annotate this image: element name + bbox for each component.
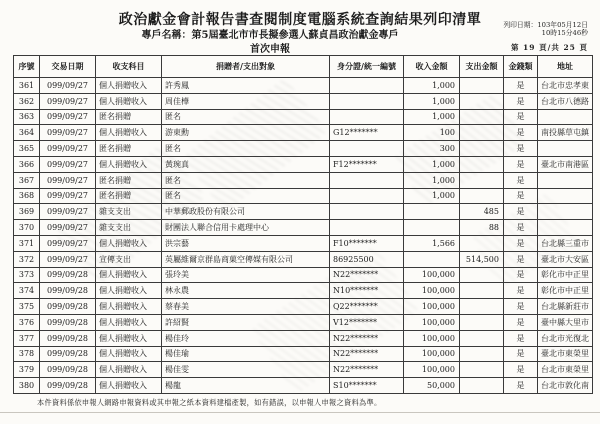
table-cell: 是 <box>504 141 538 157</box>
table-cell: 台北市光復北 <box>538 330 593 346</box>
table-cell <box>330 220 404 236</box>
table-row <box>14 220 593 236</box>
table-cell: G12******* <box>330 125 404 141</box>
table-cell <box>538 220 593 236</box>
table-cell: 楊佳玲 <box>162 330 330 346</box>
table-cell: 1,566 <box>404 235 460 251</box>
table-row <box>14 78 593 94</box>
table-cell: 363 <box>14 109 40 125</box>
table-cell: 100,000 <box>404 267 460 283</box>
table-row <box>14 204 593 220</box>
table-cell: 個人捐贈收入 <box>96 93 162 109</box>
table-cell: V12******* <box>330 314 404 330</box>
column-header: 收入金額 <box>404 56 460 78</box>
table-row <box>14 235 593 251</box>
table-cell: 1,000 <box>404 109 460 125</box>
report-type-label: 首次申報 <box>250 44 290 55</box>
table-cell: 373 <box>14 267 40 283</box>
table-cell: 台北市東榮里 <box>538 362 593 378</box>
table-cell: 099/09/27 <box>40 235 96 251</box>
table-cell: 洪宗藝 <box>162 235 330 251</box>
table-cell: 個人捐贈收入 <box>96 330 162 346</box>
table-cell: 宣傳支出 <box>96 251 162 267</box>
table-cell: 臺北市大安區 <box>538 251 593 267</box>
table-row <box>14 251 593 267</box>
table-cell: 100,000 <box>404 283 460 299</box>
table-cell <box>330 188 404 204</box>
table-cell <box>460 346 504 362</box>
table-cell <box>460 141 504 157</box>
table-cell: 是 <box>504 314 538 330</box>
table-cell: 彰化市中正里 <box>538 283 593 299</box>
table-cell: 是 <box>504 172 538 188</box>
table-cell: 蔡春美 <box>162 299 330 315</box>
table-cell: 86925500 <box>330 251 404 267</box>
print-meta <box>503 21 588 52</box>
table-cell <box>330 109 404 125</box>
table-row <box>14 188 593 204</box>
table-cell: 個人捐贈收入 <box>96 378 162 394</box>
table-row <box>14 283 593 299</box>
table-cell: 099/09/27 <box>40 204 96 220</box>
table-cell: 是 <box>504 378 538 394</box>
table-cell <box>330 141 404 157</box>
table-cell: 376 <box>14 314 40 330</box>
table-cell <box>460 314 504 330</box>
table-cell: 514,500 <box>460 251 504 267</box>
table-row <box>14 109 593 125</box>
table-cell: 099/09/28 <box>40 283 96 299</box>
table-cell: Q22******* <box>330 299 404 315</box>
table-cell: 是 <box>504 93 538 109</box>
table-cell: 100,000 <box>404 299 460 315</box>
table-cell: 是 <box>504 204 538 220</box>
table-cell: 臺北市東榮里 <box>538 346 593 362</box>
table-cell: F10******* <box>330 235 404 251</box>
table-cell: 是 <box>504 78 538 94</box>
table-cell: 是 <box>504 220 538 236</box>
table-cell: 375 <box>14 299 40 315</box>
table-cell: 個人捐贈收入 <box>96 362 162 378</box>
table-cell: 099/09/28 <box>40 378 96 394</box>
column-header: 地址 <box>538 56 593 78</box>
table-row <box>14 346 593 362</box>
table-cell: 099/09/28 <box>40 314 96 330</box>
page-title: 政治獻金會計報告書查閱制度電腦系統查詢結果列印清單 <box>118 12 482 28</box>
table-cell <box>460 188 504 204</box>
table-cell: 377 <box>14 330 40 346</box>
table-row <box>14 267 593 283</box>
table-row <box>14 299 593 315</box>
table-cell: 1,000 <box>404 188 460 204</box>
table-cell: 50,000 <box>404 378 460 394</box>
scan-edge-line <box>0 412 600 413</box>
table-cell <box>460 172 504 188</box>
table-row <box>14 314 593 330</box>
table-cell <box>460 125 504 141</box>
table-cell: 周佳樺 <box>162 93 330 109</box>
table-cell: 371 <box>14 235 40 251</box>
table-row <box>14 172 593 188</box>
table-cell <box>460 235 504 251</box>
table-cell: 臺中縣大里市 <box>538 314 593 330</box>
table-cell <box>460 378 504 394</box>
table-cell: 099/09/28 <box>40 299 96 315</box>
table-cell: 游東勳 <box>162 125 330 141</box>
table-cell: 楊佳瑜 <box>162 346 330 362</box>
table-cell <box>404 220 460 236</box>
table-cell: 099/09/28 <box>40 330 96 346</box>
table-cell: 黃琬真 <box>162 156 330 172</box>
disclaimer-note: 本件資料係依申報人網路申報資料或其申報之紙本資料建檔產製，如有錯誤，以申報人申報之資料為準。 <box>37 398 382 407</box>
table-cell <box>460 109 504 125</box>
table-cell: 雜支支出 <box>96 220 162 236</box>
column-header: 身分證/統一編號 <box>330 56 404 78</box>
table-cell: 英屬維爾京群島商菓空傳媒有限公司 <box>162 251 330 267</box>
table-cell <box>404 251 460 267</box>
table-cell <box>538 204 593 220</box>
column-header: 支出金額 <box>460 56 504 78</box>
table-cell: 匿名 <box>162 109 330 125</box>
table-cell: 個人捐贈收入 <box>96 267 162 283</box>
donation-record-table <box>13 55 593 394</box>
table-cell: 個人捐贈收入 <box>96 283 162 299</box>
table-cell: 許秀鳳 <box>162 78 330 94</box>
table-cell: 雜支支出 <box>96 204 162 220</box>
table-cell: 是 <box>504 109 538 125</box>
table-cell: 099/09/28 <box>40 362 96 378</box>
table-cell: 100,000 <box>404 362 460 378</box>
table-cell: 是 <box>504 283 538 299</box>
table-cell: 楊龍 <box>162 378 330 394</box>
table-header-row <box>14 56 593 78</box>
table-cell: 是 <box>504 362 538 378</box>
table-cell: 匿名捐贈 <box>96 141 162 157</box>
table-cell: 1,000 <box>404 93 460 109</box>
table-cell: 是 <box>504 251 538 267</box>
table-cell: 台北市敦化南 <box>538 378 593 394</box>
table-cell: 是 <box>504 267 538 283</box>
table-cell: 378 <box>14 346 40 362</box>
table-cell: 100,000 <box>404 314 460 330</box>
table-cell <box>460 362 504 378</box>
table-cell: 個人捐贈收入 <box>96 125 162 141</box>
table-cell: 台北市八德路 <box>538 93 593 109</box>
table-cell <box>404 204 460 220</box>
table-cell: 100,000 <box>404 346 460 362</box>
table-cell: 是 <box>504 299 538 315</box>
table-cell: 374 <box>14 283 40 299</box>
table-cell: 張玲美 <box>162 267 330 283</box>
table-cell: 南投縣草屯鎮 <box>538 125 593 141</box>
table-cell: 財團法人聯合信用卡處理中心 <box>162 220 330 236</box>
table-cell: 099/09/27 <box>40 156 96 172</box>
table-cell: F12******* <box>330 156 404 172</box>
table-cell: 379 <box>14 362 40 378</box>
table-cell <box>330 78 404 94</box>
table-cell: 367 <box>14 172 40 188</box>
table-cell: 個人捐贈收入 <box>96 78 162 94</box>
table-cell: 林永農 <box>162 283 330 299</box>
table-cell: 372 <box>14 251 40 267</box>
table-cell <box>460 330 504 346</box>
table-cell: 1,000 <box>404 172 460 188</box>
table-cell: 099/09/27 <box>40 188 96 204</box>
table-cell: 099/09/28 <box>40 267 96 283</box>
table-cell: 匿名 <box>162 141 330 157</box>
table-cell <box>538 172 593 188</box>
table-row <box>14 156 593 172</box>
table-cell: 099/09/27 <box>40 109 96 125</box>
table-cell: 是 <box>504 125 538 141</box>
table-cell: 099/09/27 <box>40 220 96 236</box>
table-cell <box>330 93 404 109</box>
table-cell <box>330 172 404 188</box>
table-cell <box>460 78 504 94</box>
table-cell: 是 <box>504 235 538 251</box>
table-cell: N22******* <box>330 267 404 283</box>
table-cell: 匿名捐贈 <box>96 172 162 188</box>
table-row <box>14 141 593 157</box>
print-time: 10時15分46秒 <box>541 29 588 37</box>
table-cell: 個人捐贈收入 <box>96 299 162 315</box>
table-cell: 台北縣三重市 <box>538 235 593 251</box>
table-cell: 364 <box>14 125 40 141</box>
table-body <box>14 78 593 394</box>
table-cell: 099/09/27 <box>40 125 96 141</box>
table-cell: 1,000 <box>404 156 460 172</box>
print-date: 列印日期：103年05月12日 <box>503 21 588 29</box>
table-cell: 362 <box>14 93 40 109</box>
table-row <box>14 362 593 378</box>
table-cell <box>330 204 404 220</box>
table-cell: 370 <box>14 220 40 236</box>
table-row <box>14 378 593 394</box>
table-cell: 300 <box>404 141 460 157</box>
table-cell: 臺北市南港區 <box>538 156 593 172</box>
table-cell: 個人捐贈收入 <box>96 156 162 172</box>
table-cell: 個人捐贈收入 <box>96 314 162 330</box>
table-row <box>14 125 593 141</box>
table-cell: 台北市忠孝東 <box>538 78 593 94</box>
table-cell: 台北縣新莊市 <box>538 299 593 315</box>
table-cell: 許紹賢 <box>162 314 330 330</box>
table-cell: 彰化市中正里 <box>538 267 593 283</box>
table-cell: 099/09/27 <box>40 78 96 94</box>
table-cell: 369 <box>14 204 40 220</box>
table-cell: S10******* <box>330 378 404 394</box>
table-cell <box>460 93 504 109</box>
table-cell: 中華郵政股份有限公司 <box>162 204 330 220</box>
table-cell <box>538 188 593 204</box>
table-cell: 100,000 <box>404 330 460 346</box>
table-cell <box>460 299 504 315</box>
table-cell: 099/09/27 <box>40 172 96 188</box>
table-cell <box>460 283 504 299</box>
table-cell: N22******* <box>330 346 404 362</box>
table-cell: 是 <box>504 330 538 346</box>
table-cell: 匿名捐贈 <box>96 109 162 125</box>
table-cell: 365 <box>14 141 40 157</box>
table-cell: 楊佳雯 <box>162 362 330 378</box>
table-cell: N22******* <box>330 330 404 346</box>
table-cell: 匿名捐贈 <box>96 188 162 204</box>
page-number: 第 19 頁/共 25 頁 <box>510 43 588 52</box>
table-cell: 380 <box>14 378 40 394</box>
table-cell: 100 <box>404 125 460 141</box>
table-cell: N22******* <box>330 362 404 378</box>
table-cell: 是 <box>504 346 538 362</box>
table-cell: 個人捐贈收入 <box>96 346 162 362</box>
table-cell: 是 <box>504 156 538 172</box>
table-cell: 個人捐贈收入 <box>96 235 162 251</box>
table-cell <box>460 267 504 283</box>
table-cell: 099/09/27 <box>40 93 96 109</box>
table-cell: N10******* <box>330 283 404 299</box>
table-cell <box>538 141 593 157</box>
table-cell: 099/09/27 <box>40 251 96 267</box>
table-cell: 368 <box>14 188 40 204</box>
table-cell: 099/09/27 <box>40 141 96 157</box>
table-cell: 361 <box>14 78 40 94</box>
table-cell <box>460 156 504 172</box>
table-cell: 099/09/28 <box>40 346 96 362</box>
column-header: 序號 <box>14 56 40 78</box>
table-cell: 匿名 <box>162 172 330 188</box>
table-cell <box>538 109 593 125</box>
table-cell: 485 <box>460 204 504 220</box>
table-cell: 1,000 <box>404 78 460 94</box>
table-cell: 366 <box>14 156 40 172</box>
column-header: 收支科目 <box>96 56 162 78</box>
table-cell: 88 <box>460 220 504 236</box>
table-cell: 是 <box>504 188 538 204</box>
column-header: 捐贈者/支出對象 <box>162 56 330 78</box>
account-name: 專戶名稱：第5屆臺北市市長擬參選人蘇貞昌政治獻金專戶 <box>141 30 399 41</box>
table-row <box>14 330 593 346</box>
column-header: 金錢類 <box>504 56 538 78</box>
table-row <box>14 93 593 109</box>
column-header: 交易日期 <box>40 56 96 78</box>
table-cell: 匿名 <box>162 188 330 204</box>
